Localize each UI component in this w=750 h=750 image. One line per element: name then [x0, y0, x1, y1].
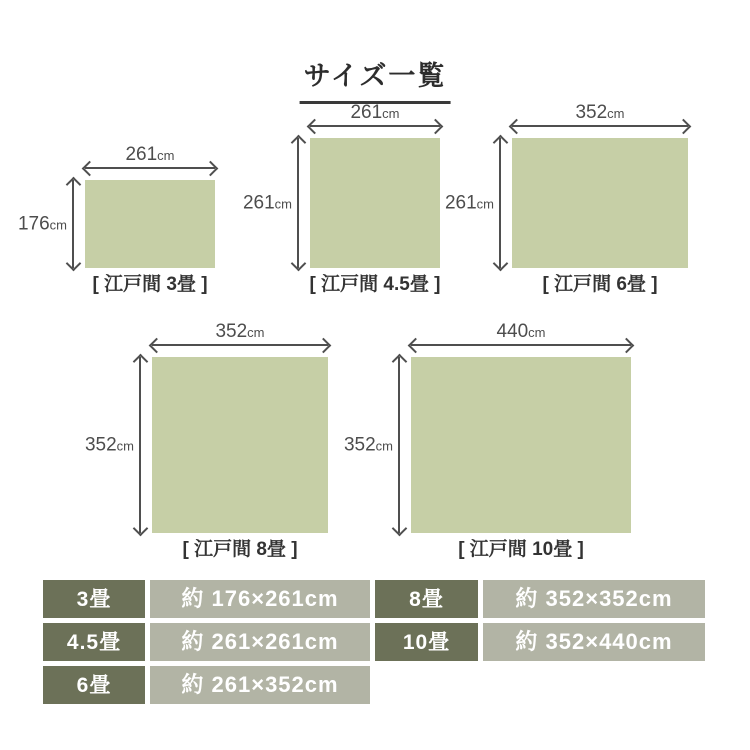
size-table [43, 580, 705, 704]
height-dimension-label [85, 436, 134, 455]
size-table-label: 10畳 [375, 623, 478, 661]
mat-rect [411, 357, 631, 533]
width-arrow [411, 344, 631, 346]
diagram-edoma-8 [84, 321, 328, 560]
width-arrow [512, 125, 688, 127]
dimension-number: 261 [242, 192, 275, 214]
mat-rect [310, 138, 440, 268]
diagram-caption: [ 江戸間 6畳 ] [542, 274, 658, 295]
size-table-label: 6畳 [43, 666, 145, 704]
dimension-number: 352 [215, 321, 248, 342]
dimension-number: 176 [17, 213, 50, 235]
width-dimension-label [85, 145, 215, 164]
height-arrow [398, 357, 400, 533]
width-dimension-label [411, 322, 631, 341]
size-table-value: 約 261×261cm [150, 623, 370, 661]
size-table-value: 約 352×352cm [483, 580, 705, 618]
diagram-edoma-10 [343, 321, 631, 560]
height-arrow [72, 180, 74, 268]
dimension-unit: cm [375, 438, 393, 454]
dimension-unit: cm [607, 106, 625, 121]
mat-rect [85, 180, 215, 268]
width-dimension-label [512, 103, 688, 122]
size-table-value: 約 261×352cm [150, 666, 370, 704]
width-arrow [152, 344, 328, 346]
diagram-edoma-4-5 [242, 102, 441, 295]
height-dimension-label [344, 436, 393, 455]
height-dimension-label [445, 194, 494, 213]
height-dimension-label [243, 194, 292, 213]
dimension-unit: cm [116, 438, 134, 454]
diagram-caption: [ 江戸間 4.5畳 ] [309, 274, 441, 295]
diagram-edoma-6 [444, 102, 688, 295]
dimension-number: 352 [575, 102, 608, 123]
width-dimension-label [310, 103, 440, 122]
size-table-label: 3畳 [43, 580, 145, 618]
diagram-caption: [ 江戸間 8畳 ] [182, 539, 298, 560]
dimension-unit: cm [49, 217, 67, 233]
dimension-number: 261 [350, 102, 383, 123]
dimension-number: 440 [496, 321, 529, 342]
dimension-number: 261 [125, 144, 158, 165]
dimension-unit: cm [382, 106, 400, 121]
height-arrow [297, 138, 299, 268]
dimension-unit: cm [157, 148, 175, 163]
dimension-unit: cm [476, 196, 494, 212]
size-table-value: 約 176×261cm [150, 580, 370, 618]
size-table-label: 4.5畳 [43, 623, 145, 661]
width-arrow [85, 167, 215, 169]
height-dimension-label [18, 215, 67, 234]
size-table-value: 約 352×440cm [483, 623, 705, 661]
diagram-edoma-3 [17, 144, 215, 295]
dimension-number: 261 [444, 192, 477, 214]
dimension-unit: cm [247, 325, 265, 340]
size-table-label: 8畳 [375, 580, 478, 618]
dimension-number: 352 [84, 434, 117, 456]
diagram-caption: [ 江戸間 10畳 ] [458, 539, 584, 560]
dimension-number: 352 [343, 434, 376, 456]
width-dimension-label [152, 322, 328, 341]
height-arrow [499, 138, 501, 268]
dimension-unit: cm [274, 196, 292, 212]
width-arrow [310, 125, 440, 127]
mat-rect [152, 357, 328, 533]
mat-rect [512, 138, 688, 268]
height-arrow [139, 357, 141, 533]
dimension-unit: cm [528, 325, 546, 340]
page-title: サイズ一覧 [300, 54, 451, 104]
diagram-caption: [ 江戸間 3畳 ] [92, 274, 208, 295]
